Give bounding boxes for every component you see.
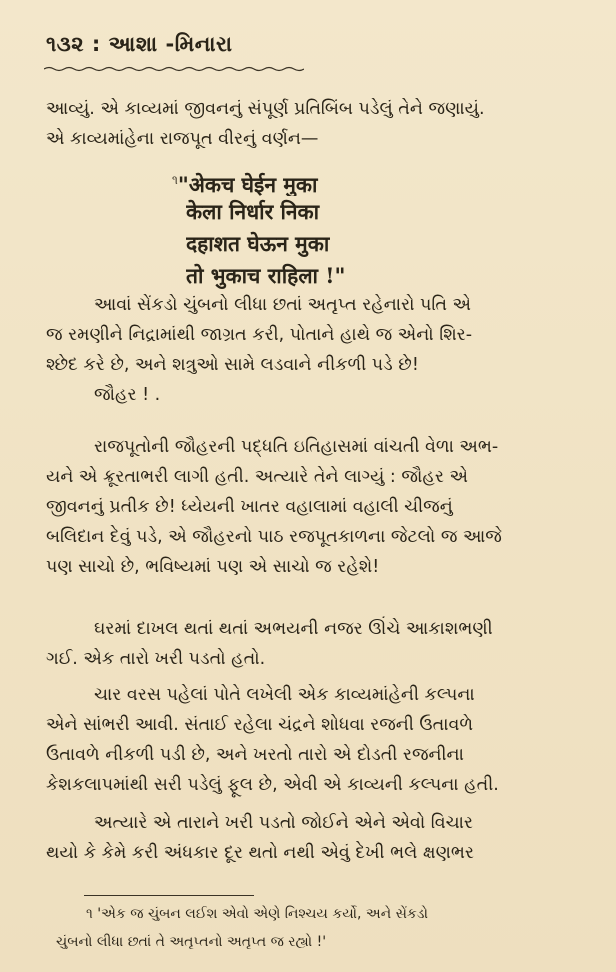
text-line: ઉતાવળે નીકળી પડી છે, અને ખરતો તારો એ દોડતી રજનીના (46, 745, 464, 765)
text-line: આવાં સેંકડો ચુંબનો લીધા છતાં અતૃપ્ત રહેનારો પતિ એ (94, 295, 471, 315)
text-line: અત્યારે એ તારાને ખરી પડતો જોઈને એને એવો વિચાર (94, 813, 473, 833)
header-wavy-rule (44, 66, 304, 72)
footnote-marker: ૧ (172, 173, 178, 187)
text-line: જીવનનું પ્રતીક છે! ધ્યેયની ખાતર વહાલામાં વહાલી ચીજનું (46, 497, 453, 517)
footnote-line: ૧ 'એક જ ચુંબન લઈશ એવો એણે નિશ્ચય કર્યો, અને સેંકડો (86, 906, 428, 922)
poem-line: दहाशत घेऊन मुका (186, 231, 330, 256)
text-line: બલિદાન દેવું પડે, એ જૌહરનો પાઠ રજપૂતકાળના જેટલો જ આજે (46, 527, 502, 547)
paragraph-6 (46, 808, 576, 868)
paragraph-2 (46, 290, 576, 410)
paragraph-1 (46, 94, 576, 154)
text-line: એ કાવ્યમાંહેના રાજપૂત વીરનું વર્ણન— (46, 129, 319, 149)
paragraph-4 (46, 614, 576, 674)
poem-line: तो भुकाच राहिला !" (186, 263, 346, 288)
text-line: જ રમણીને નિદ્રામાંથી જાગ્રત કરી, પોતાને હાથે જ એનો શિર- (46, 325, 473, 345)
paragraph-5 (46, 680, 576, 800)
poem-line: केला निर्धार निका (186, 199, 320, 224)
running-header: ૧૩૨ : આશા -મિનારા (46, 32, 233, 56)
footnote-line: ચુંબનો લીધા છતાં તે અતૃપ્તનો અતૃપ્ત જ રહ્યો !' (56, 934, 327, 950)
quoted-poem (172, 164, 346, 292)
paragraph-3 (46, 432, 576, 582)
poem-line: "अेकच घेईन मुका (177, 172, 318, 196)
text-line: કેશકલાપમાંથી સરી પડેલું ફૂલ છે, એવી એ કાવ્યની કલ્પના હતી. (46, 775, 499, 795)
text-line: ગઈ. એક તારો ખરી પડતો હતો. (46, 649, 266, 669)
text-line: એને સાંભરી આવી. સંતાઈ રહેલા ચંદ્રને શોધવા રજની ઉતાવળે (46, 715, 474, 735)
text-line: આવ્યું. એ કાવ્યમાં જીવનનું સંપૂર્ણ પ્રતિબિંબ પડેલું તેને જણાયું. (46, 99, 485, 119)
footnote (56, 900, 428, 956)
text-line: પણ સાચો છે, ભવિષ્યમાં પણ એ સાચો જ રહેશે! (46, 557, 380, 577)
text-line: શ્છેદ કરે છે, અને શત્રુઓ સામે લડવાને નીકળી પડે છે! (46, 355, 419, 375)
text-line: જૌહર ! . (94, 385, 161, 405)
text-line: યને એ ક્રૂરતાભરી લાગી હતી. અત્યારે તેને લાગ્યું : જૌહર એ (46, 467, 468, 487)
text-line: ઘરમાં દાખલ થતાં થતાં અભયની નજર ઊંચે આકાશભણી (94, 619, 493, 639)
text-line: થયો કે કેમે કરી અંધકાર દૂર થતો નથી એવું દેખી ભલે ક્ષણભર (46, 843, 474, 863)
text-line: ચાર વરસ પહેલાં પોતે લખેલી એક કાવ્યમાંહેની કલ્પના (94, 685, 475, 705)
text-line: રાજપૂતોની જૌહરની પદ્ધતિ ઇતિહાસમાં વાંચતી વેળા અભ- (94, 437, 499, 457)
footnote-divider (84, 895, 254, 896)
